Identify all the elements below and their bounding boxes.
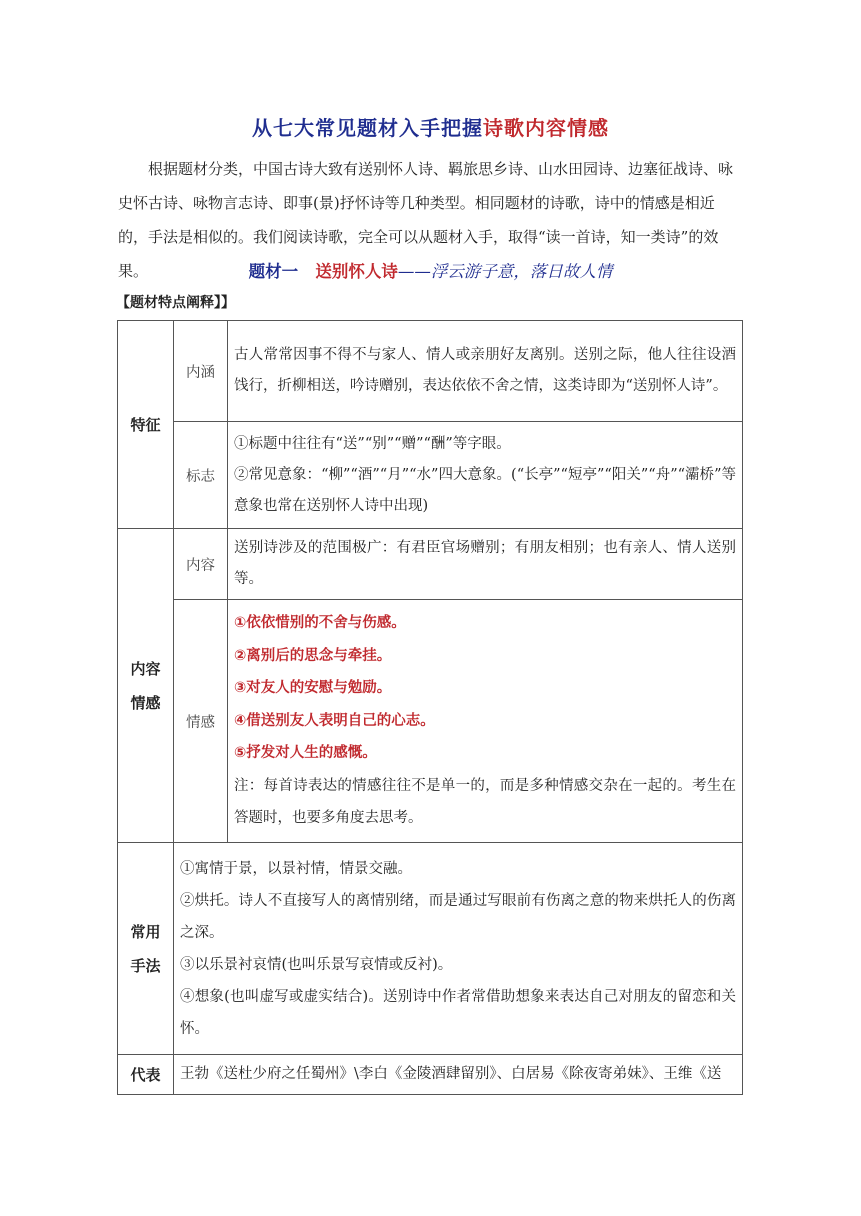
connotation-text: 古人常常因事不得不与家人、情人或亲朋好友离别。送别之际，他人往往设酒饯行，折柳相送，吟诗赠别，表达依依不舍之情，这类诗即为“送别怀人诗”。 (228, 321, 743, 422)
table-row (118, 422, 743, 529)
table-row (118, 600, 743, 843)
section-label: 【题材特点阐释】】 (116, 295, 235, 311)
techniques-cell (174, 843, 743, 1055)
emotion-cell (228, 600, 743, 843)
sub-label-connotation: 内涵 (174, 321, 228, 422)
emotion-item: ①依依惜别的不舍与伤感。 (234, 615, 406, 632)
table-row (118, 321, 743, 422)
section-heading (0, 258, 861, 282)
technique-item: ④想象(也叫虚写或虚实结合)。送别诗中作者常借助想象来表达自己对朋友的留恋和关怀。 (180, 988, 736, 1037)
subtitle-tagline: ——浮云游子意，落日故人情 (397, 262, 613, 281)
category-techniques (118, 843, 174, 1055)
subtitle-label: 题材一 (248, 262, 299, 281)
table-row (118, 1055, 743, 1095)
category-line-1: 常用 (130, 922, 161, 941)
category-feature: 特征 (118, 321, 174, 529)
table-row (118, 843, 743, 1055)
marker-line-2: ②常见意象：“柳”“酒”“月”“水”四大意象。(“长亭”“短亭”“阳关”“舟”“灞桥”等意象也常在送别怀人诗中出现) (234, 466, 736, 514)
category-content-emotion (118, 529, 174, 843)
features-table (117, 320, 743, 1095)
sub-label-emotion: 情感 (174, 600, 228, 843)
marker-cell (228, 422, 743, 529)
category-line-1: 内容 (130, 659, 161, 678)
table-row (118, 529, 743, 600)
subtitle-name: 送别怀人诗 (315, 262, 398, 281)
technique-item: ②烘托。诗人不直接写人的离情别绪，而是通过写眼前有伤离之意的物来烘托人的伤离之深。 (180, 892, 736, 941)
emotion-note: 注：每首诗表达的情感往往不是单一的，而是多种情感交杂在一起的。考生在答题时，也要多角度去思考。 (234, 777, 736, 827)
emotion-item: ④借送别友人表明自己的心志。 (234, 712, 435, 729)
sub-label-content: 内容 (174, 529, 228, 600)
title-part-2: 诗歌内容情感 (483, 116, 609, 140)
emotion-item: ③对友人的安慰与勉励。 (234, 680, 392, 697)
technique-item: ①寓情于景，以景衬情，情景交融。 (180, 860, 412, 877)
intro-text: 根据题材分类，中国古诗大致有送别怀人诗、羁旅思乡诗、山水田园诗、边塞征战诗、咏史怀古诗、咏物言志诗、即事(景)抒怀诗等几种类型。相同题材的诗歌，诗中的情感是相近的，手法是相似的。我们阅读诗歌，完全可以从题材入手，取得“读一首诗，知一类诗”的效果。 (118, 160, 734, 280)
title-part-1: 从七大常见题材入手把握 (252, 116, 483, 140)
category-representative: 代表 (118, 1055, 174, 1095)
content-text: 送别诗涉及的范围极广：有君臣官场赠别；有朋友相别；也有亲人、情人送别等。 (228, 529, 743, 600)
marker-line-1: ①标题中往往有“送”“别”“赠”“酬”等字眼。 (234, 435, 511, 452)
page-title (0, 112, 861, 141)
emotion-item: ②离别后的思念与牵挂。 (234, 647, 392, 664)
representative-text: 王勃《送杜少府之任蜀州》\李白《金陵酒肆留别》、白居易《除夜寄弟妹》、王维《送 (174, 1055, 743, 1095)
technique-item: ③以乐景衬哀情(也叫乐景写哀情或反衬)。 (180, 956, 453, 973)
category-line-2: 情感 (130, 693, 161, 712)
category-line-2: 手法 (130, 956, 161, 975)
sub-label-marker: 标志 (174, 422, 228, 529)
emotion-item: ⑤抒发对人生的感慨。 (234, 745, 377, 762)
